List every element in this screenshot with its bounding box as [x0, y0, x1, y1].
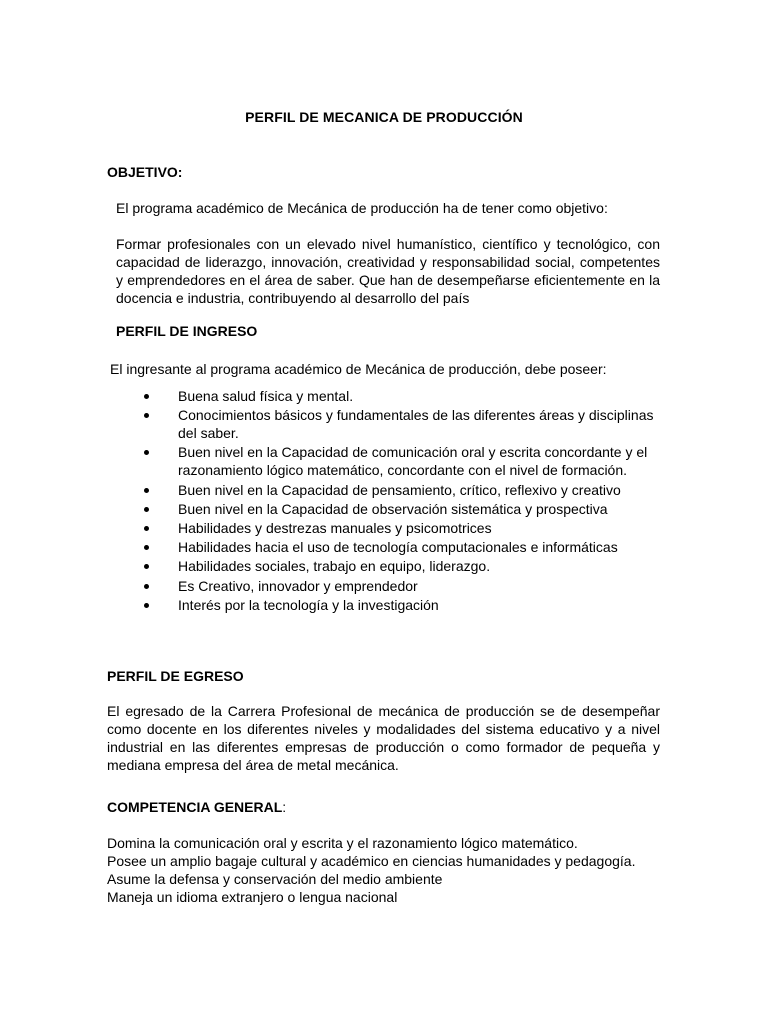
list-item-text: Buen nivel en la Capacidad de comunicación oral y escrita concordante y el razonamiento lógico matemático, concordante con el nivel de formación. — [178, 444, 648, 479]
list-item — [140, 596, 660, 614]
objetivo-heading: OBJETIVO: — [107, 164, 183, 180]
list-item-text: Es Creativo, innovador y emprendedor — [178, 577, 418, 594]
ingreso-heading: PERFIL DE INGRESO — [116, 323, 258, 339]
list-item — [140, 481, 660, 499]
bullet-icon — [144, 584, 149, 589]
egreso-body: El egresado de la Carrera Profesional de mecánica de producción se de desempeñar como docente en los diferentes niveles y modalidades del sistema educativo y a nivel industrial en las diferentes empresas de producción o como formador de pequeña y mediana empresa del área de metal mecánica. — [107, 703, 660, 773]
competencia-line: Domina la comunicación oral y escrita y el razonamiento lógico matemático. — [107, 835, 578, 851]
bullet-icon — [144, 564, 149, 569]
list-item-text: Buen nivel en la Capacidad de observación sistemática y prospectiva — [178, 500, 608, 517]
objetivo-intro: El programa académico de Mecánica de producción ha de tener como objetivo: — [116, 200, 608, 216]
list-item-text: Habilidades hacia el uso de tecnología computacionales e informáticas — [178, 539, 618, 556]
bullet-icon — [144, 545, 149, 550]
competencia-list — [107, 834, 660, 906]
list-item-text: Interés por la tecnología y la investigación — [178, 596, 439, 613]
list-item — [140, 500, 660, 518]
list-item — [140, 443, 660, 479]
list-item — [140, 387, 660, 405]
bullet-icon — [144, 450, 149, 455]
list-item-text: Conocimientos básicos y fundamentales de las diferentes áreas y disciplinas del saber. — [178, 407, 654, 442]
bullet-icon — [144, 413, 149, 418]
list-item-text: Buena salud física y mental. — [178, 388, 354, 404]
competencia-heading-text: COMPETENCIA GENERAL — [107, 799, 283, 815]
ingreso-list — [140, 387, 660, 615]
list-item-text: Habilidades sociales, trabajo en equipo, liderazgo. — [178, 558, 491, 575]
list-item-text: Buen nivel en la Capacidad de pensamiento, crítico, reflexivo y creativo — [178, 481, 621, 498]
objetivo-body: Formar profesionales con un elevado nivel humanístico, científico y tecnológico, con capacidad de liderazgo, innovación, creatividad y responsabilidad social, competentes y emprendedores en el área de saber. Que han de desempeñarse eficientemente en la docencia e industria, contribuyendo al desarrollo del país — [116, 236, 660, 306]
competencia-line: Asume la defensa y conservación del medio ambiente — [107, 871, 443, 887]
list-item — [140, 406, 660, 442]
ingreso-intro: El ingresante al programa académico de Mecánica de producción, debe poseer: — [110, 361, 607, 377]
competencia-heading-colon: : — [282, 799, 287, 815]
bullet-icon — [144, 507, 149, 512]
bullet-icon — [144, 394, 149, 399]
list-item — [140, 577, 660, 595]
competencia-line: Posee un amplio bagaje cultural y académico en ciencias humanidades y pedagogía. — [107, 853, 636, 869]
list-item — [140, 519, 660, 537]
list-item — [140, 538, 660, 556]
competencia-line: Maneja un idioma extranjero o lengua nacional — [107, 889, 398, 905]
bullet-icon — [144, 526, 149, 531]
bullet-icon — [144, 488, 149, 493]
bullet-icon — [144, 603, 149, 608]
egreso-heading: PERFIL DE EGRESO — [107, 668, 244, 684]
competencia-heading — [107, 799, 286, 815]
list-item — [140, 557, 660, 575]
document-title: PERFIL DE MECANICA DE PRODUCCIÓN — [245, 109, 523, 125]
list-item-text: Habilidades y destrezas manuales y psicomotrices — [178, 519, 492, 536]
